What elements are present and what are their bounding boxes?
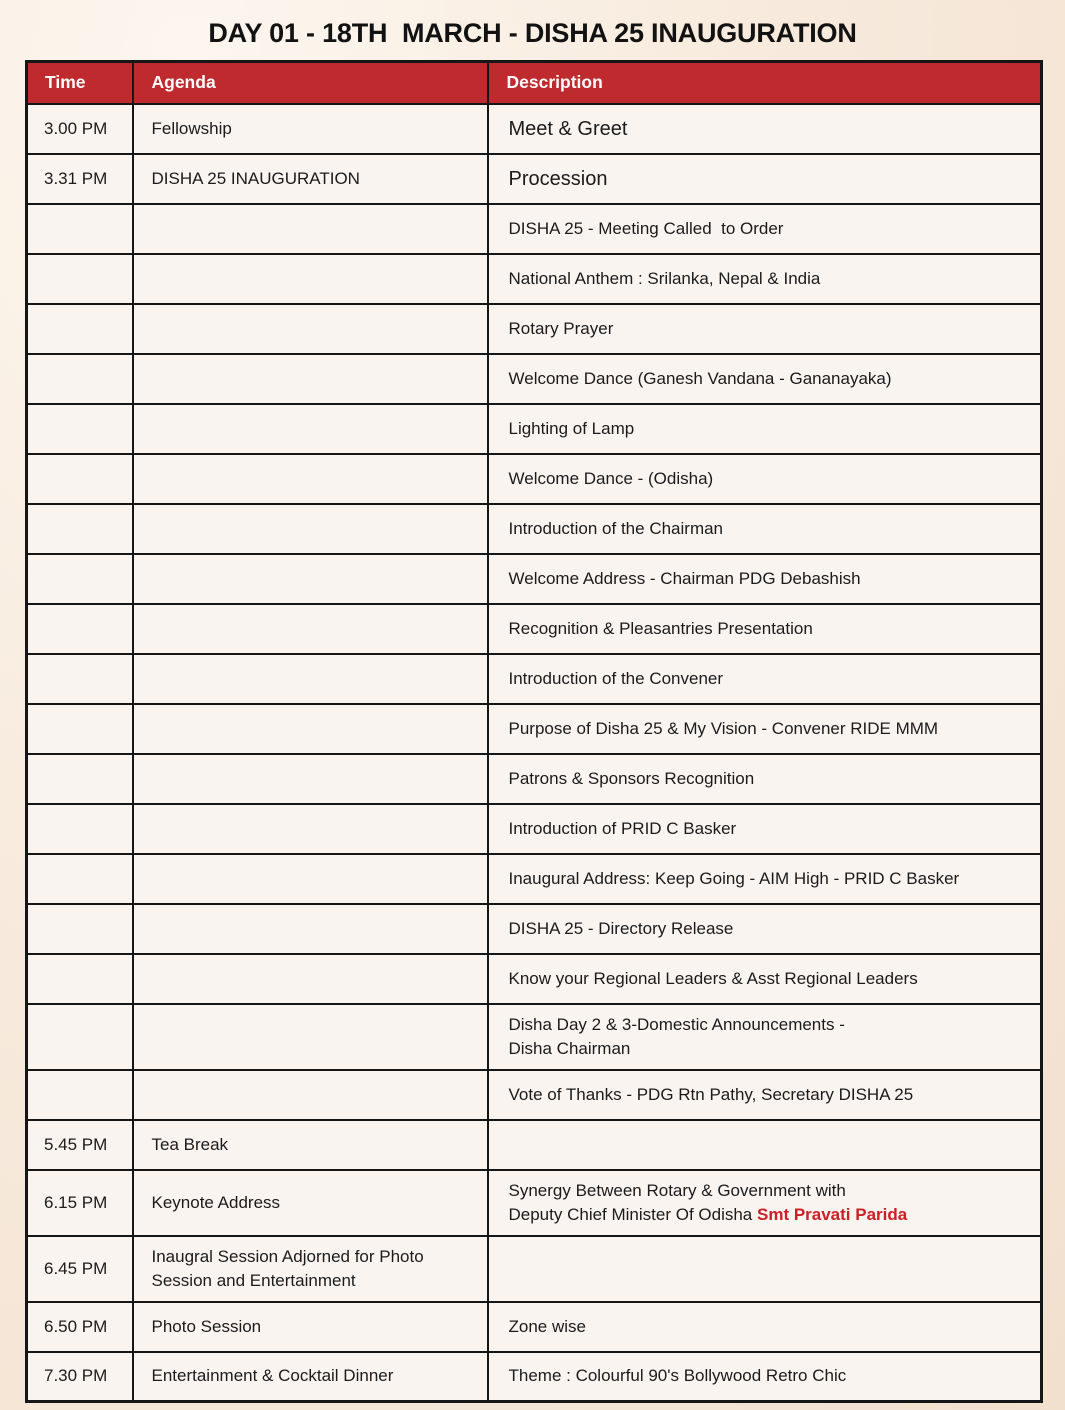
description-cell <box>488 1236 1042 1302</box>
table-row <box>27 1004 1042 1070</box>
agenda-cell <box>133 1070 488 1120</box>
table-row <box>27 604 1042 654</box>
description-cell <box>488 1120 1042 1170</box>
agenda-cell <box>133 904 488 954</box>
time-cell <box>27 504 133 554</box>
agenda-cell <box>133 404 488 454</box>
time-cell <box>27 654 133 704</box>
time-cell <box>27 704 133 754</box>
table-row <box>27 404 1042 454</box>
time-cell <box>27 454 133 504</box>
table-row <box>27 1170 1042 1236</box>
agenda-cell <box>133 554 488 604</box>
table-row <box>27 204 1042 254</box>
time-cell <box>27 354 133 404</box>
agenda-cell <box>133 704 488 754</box>
table-header <box>27 62 1042 104</box>
time-cell: 6.15 PM <box>27 1170 133 1236</box>
header-row <box>27 62 1042 104</box>
time-cell <box>27 754 133 804</box>
agenda-cell <box>133 304 488 354</box>
description-cell <box>488 1004 1042 1070</box>
description-cell: Meet & Greet <box>488 104 1042 154</box>
description-cell: Vote of Thanks - PDG Rtn Pathy, Secretary DISHA 25 <box>488 1070 1042 1120</box>
agenda-cell: DISHA 25 INAUGURATION <box>133 154 488 204</box>
agenda-cell <box>133 754 488 804</box>
time-cell <box>27 804 133 854</box>
table-row <box>27 904 1042 954</box>
description-cell: DISHA 25 - Directory Release <box>488 904 1042 954</box>
agenda-cell <box>133 354 488 404</box>
table-row <box>27 454 1042 504</box>
agenda-cell <box>133 854 488 904</box>
time-cell: 3.31 PM <box>27 154 133 204</box>
table-row <box>27 754 1042 804</box>
column-header-agenda: Agenda <box>133 62 488 104</box>
table-row <box>27 954 1042 1004</box>
description-cell <box>488 1170 1042 1236</box>
description-cell: Procession <box>488 154 1042 204</box>
description-cell: Introduction of the Chairman <box>488 504 1042 554</box>
table-row <box>27 354 1042 404</box>
description-cell: Purpose of Disha 25 & My Vision - Convener RIDE MMM <box>488 704 1042 754</box>
agenda-cell <box>133 454 488 504</box>
time-cell <box>27 904 133 954</box>
description-line: Disha Day 2 & 3-Domestic Announcements - <box>508 1014 845 1034</box>
time-cell <box>27 954 133 1004</box>
time-cell: 6.50 PM <box>27 1302 133 1352</box>
table-row <box>27 554 1042 604</box>
agenda-cell <box>133 804 488 854</box>
table-row <box>27 304 1042 354</box>
description-cell: Recognition & Pleasantries Presentation <box>488 604 1042 654</box>
time-cell <box>27 1070 133 1120</box>
description-cell: Zone wise <box>488 1302 1042 1352</box>
description-cell: Welcome Dance (Ganesh Vandana - Gananayaka) <box>488 354 1042 404</box>
table-row <box>27 104 1042 154</box>
description-cell: National Anthem : Srilanka, Nepal & India <box>488 254 1042 304</box>
time-cell <box>27 254 133 304</box>
agenda-cell <box>133 604 488 654</box>
description-cell: Lighting of Lamp <box>488 404 1042 454</box>
time-cell: 6.45 PM <box>27 1236 133 1302</box>
agenda-table <box>25 60 1043 1403</box>
table-row <box>27 854 1042 904</box>
column-header-description: Description <box>488 62 1042 104</box>
description-line: Synergy Between Rotary & Government with <box>508 1180 846 1200</box>
agenda-cell <box>133 654 488 704</box>
description-cell: Welcome Address - Chairman PDG Debashish <box>488 554 1042 604</box>
agenda-cell: Photo Session <box>133 1302 488 1352</box>
time-cell <box>27 554 133 604</box>
description-cell: Introduction of the Convener <box>488 654 1042 704</box>
agenda-cell <box>133 204 488 254</box>
description-cell: Introduction of PRID C Basker <box>488 804 1042 854</box>
time-cell <box>27 604 133 654</box>
time-cell: 3.00 PM <box>27 104 133 154</box>
description-cell: Inaugural Address: Keep Going - AIM High - PRID C Basker <box>488 854 1042 904</box>
highlight-text: Smt Pravati Parida <box>756 1204 908 1224</box>
table-body <box>27 104 1042 1402</box>
time-cell: 5.45 PM <box>27 1120 133 1170</box>
time-cell <box>27 204 133 254</box>
page-title: DAY 01 - 18TH MARCH - DISHA 25 INAUGURATION <box>208 18 857 48</box>
time-cell <box>27 1004 133 1070</box>
description-cell: DISHA 25 - Meeting Called to Order <box>488 204 1042 254</box>
description-line: Disha Chairman <box>508 1038 631 1058</box>
time-cell <box>27 404 133 454</box>
description-cell: Theme : Colourful 90's Bollywood Retro Chic <box>488 1352 1042 1402</box>
table-row <box>27 154 1042 204</box>
time-cell: 7.30 PM <box>27 1352 133 1402</box>
table-row <box>27 704 1042 754</box>
agenda-cell: Inaugral Session Adjorned for Photo Session and Entertainment <box>133 1236 488 1302</box>
time-cell <box>27 854 133 904</box>
description-cell: Know your Regional Leaders & Asst Regional Leaders <box>488 954 1042 1004</box>
table-row <box>27 1120 1042 1170</box>
agenda-cell <box>133 954 488 1004</box>
agenda-cell: Fellowship <box>133 104 488 154</box>
agenda-cell: Entertainment & Cocktail Dinner <box>133 1352 488 1402</box>
table-row <box>27 1236 1042 1302</box>
table-row <box>27 504 1042 554</box>
table-row <box>27 1352 1042 1402</box>
table-row <box>27 654 1042 704</box>
description-cell: Rotary Prayer <box>488 304 1042 354</box>
agenda-cell: Tea Break <box>133 1120 488 1170</box>
agenda-cell: Keynote Address <box>133 1170 488 1236</box>
agenda-cell <box>133 254 488 304</box>
description-cell: Patrons & Sponsors Recognition <box>488 754 1042 804</box>
time-cell <box>27 304 133 354</box>
table-row <box>27 804 1042 854</box>
description-cell: Welcome Dance - (Odisha) <box>488 454 1042 504</box>
description-line: Deputy Chief Minister Of Odisha Smt Pravati Parida <box>508 1204 908 1224</box>
agenda-cell <box>133 1004 488 1070</box>
agenda-cell <box>133 504 488 554</box>
table-row <box>27 254 1042 304</box>
table-row <box>27 1070 1042 1120</box>
table-row <box>27 1302 1042 1352</box>
column-header-time: Time <box>27 62 133 104</box>
